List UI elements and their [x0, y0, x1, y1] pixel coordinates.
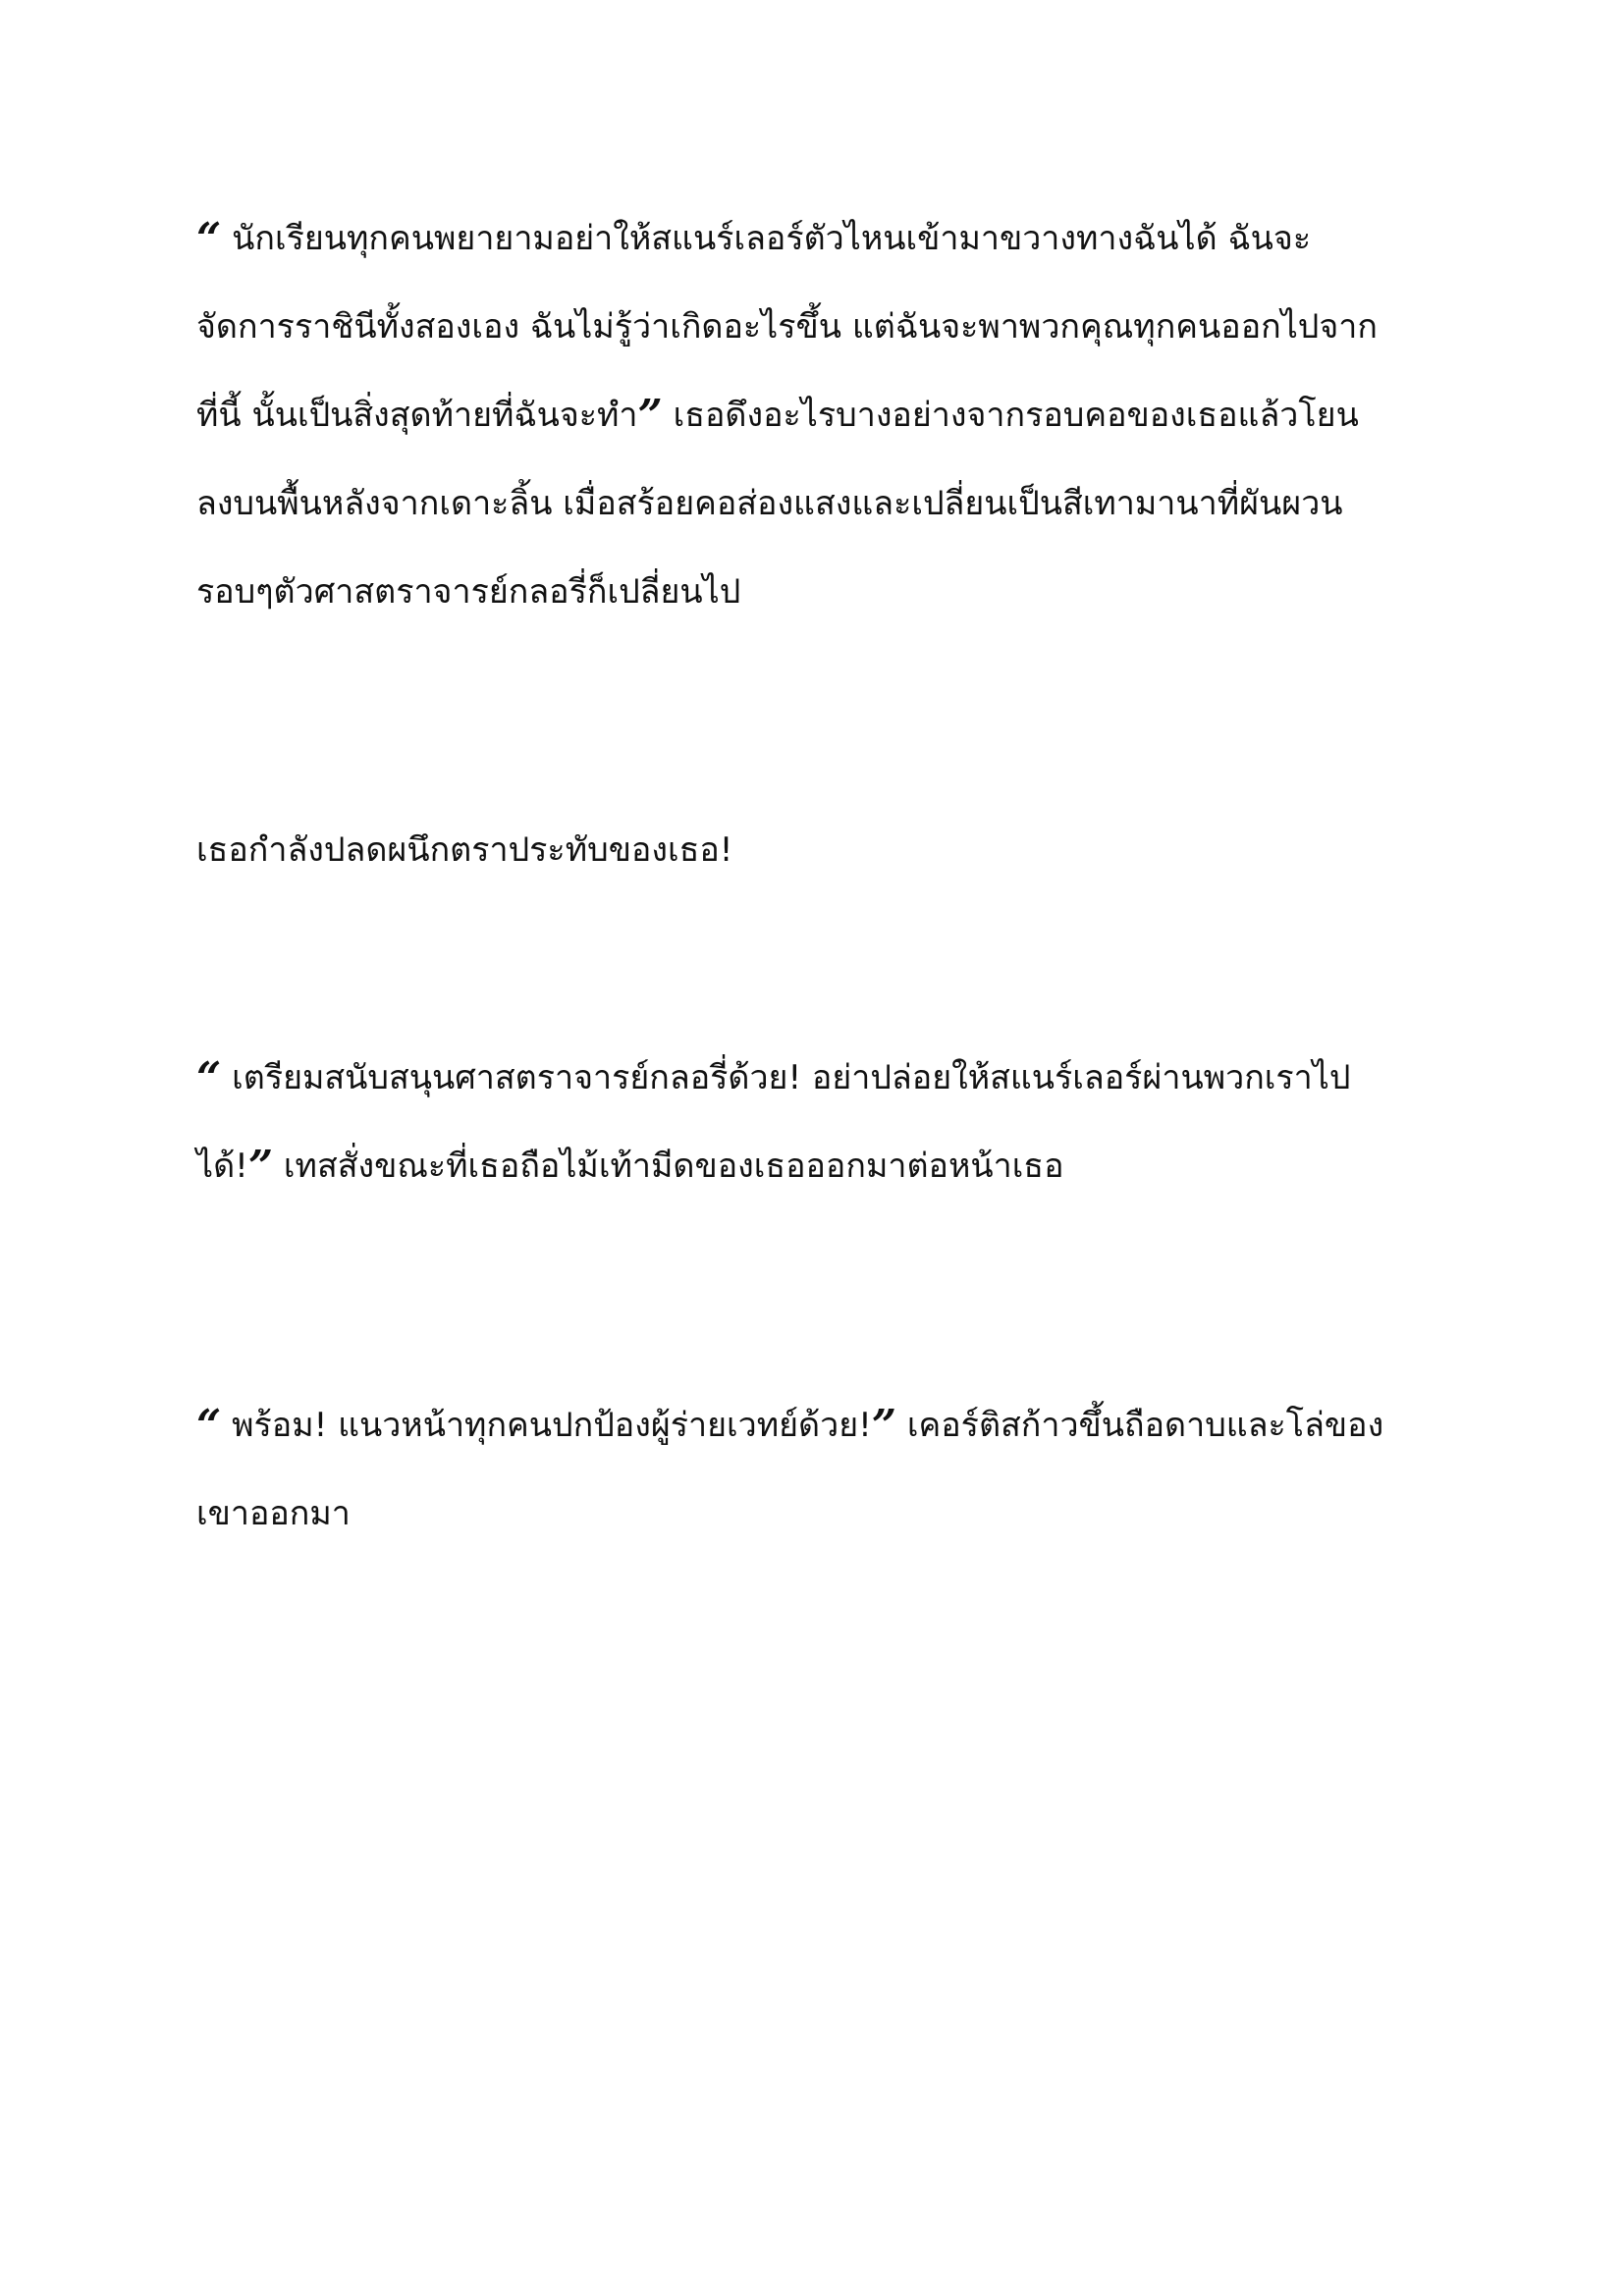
text-line — [196, 1041, 1434, 1129]
text-line — [196, 555, 1434, 643]
text-line — [196, 378, 1434, 466]
body-text — [196, 201, 1434, 1565]
line-text: ที่นี้ นั้นเป็นสิ่งสุดท้ายที่ฉันจะทำ — [196, 396, 638, 435]
open-quote: “ — [196, 1053, 222, 1103]
line-text: เขาออกมา — [196, 1494, 351, 1533]
line-text: จัดการราชินีทั้งสองเอง ฉันไม่รู้ว่าเกิดอะไรขึ้น แต่ฉันจะพาพวกคุณทุกคนออกไปจาก — [196, 307, 1378, 347]
paragraph-2 — [196, 813, 1434, 901]
text-line — [196, 813, 1434, 901]
line-text: เทสสั่งขณะที่เธอถือไม้เท้ามีดของเธอออกมาต่อหน้าเธอ — [273, 1147, 1064, 1186]
line-text: นักเรียนทุกคนพยายามอย่าให้สแนร์เลอร์ตัวไหนเข้ามาขวางทางฉันได้ ฉันจะ — [221, 219, 1312, 258]
text-line — [196, 290, 1434, 378]
line-text: เธอดึงอะไรบางอย่างจากรอบคอของเธอแล้วโยน — [662, 396, 1359, 435]
line-text: ได้! — [196, 1147, 248, 1186]
line-text: พร้อม! แนวหน้าทุกคนปกป้องผู้ร่ายเวทย์ด้วย! — [221, 1406, 872, 1445]
line-text: เธอกำลังปลดผนึกตราประทับของเธอ! — [196, 830, 733, 870]
open-quote: “ — [196, 1401, 222, 1451]
line-text: เตรียมสนับสนุนศาสตราจารย์กลอรี่ด้วย! อย่าปล่อยให้สแนร์เลอร์ผ่านพวกเราไป — [221, 1058, 1351, 1097]
line-text: รอบๆตัวศาสตราจารย์กลอรี่ก็เปลี่ยนไป — [196, 572, 741, 612]
text-line — [196, 466, 1434, 555]
text-line — [196, 1476, 1434, 1565]
paragraph-4 — [196, 1388, 1434, 1565]
text-line — [196, 1388, 1434, 1476]
open-quote: “ — [196, 214, 222, 264]
paragraph-1 — [196, 201, 1434, 643]
line-text: เคอร์ติสก้าวขึ้นถือดาบและโล่ของ — [896, 1406, 1384, 1445]
close-quote: ” — [637, 391, 663, 441]
close-quote: ” — [247, 1142, 274, 1192]
text-line — [196, 1129, 1434, 1217]
close-quote: ” — [871, 1401, 897, 1451]
text-line — [196, 201, 1434, 290]
line-text: ลงบนพื้นหลังจากเดาะลิ้น เมื่อสร้อยคอส่องแสงและเปลี่ยนเป็นสีเทามานาที่ผันผวน — [196, 484, 1343, 523]
paragraph-3 — [196, 1041, 1434, 1217]
